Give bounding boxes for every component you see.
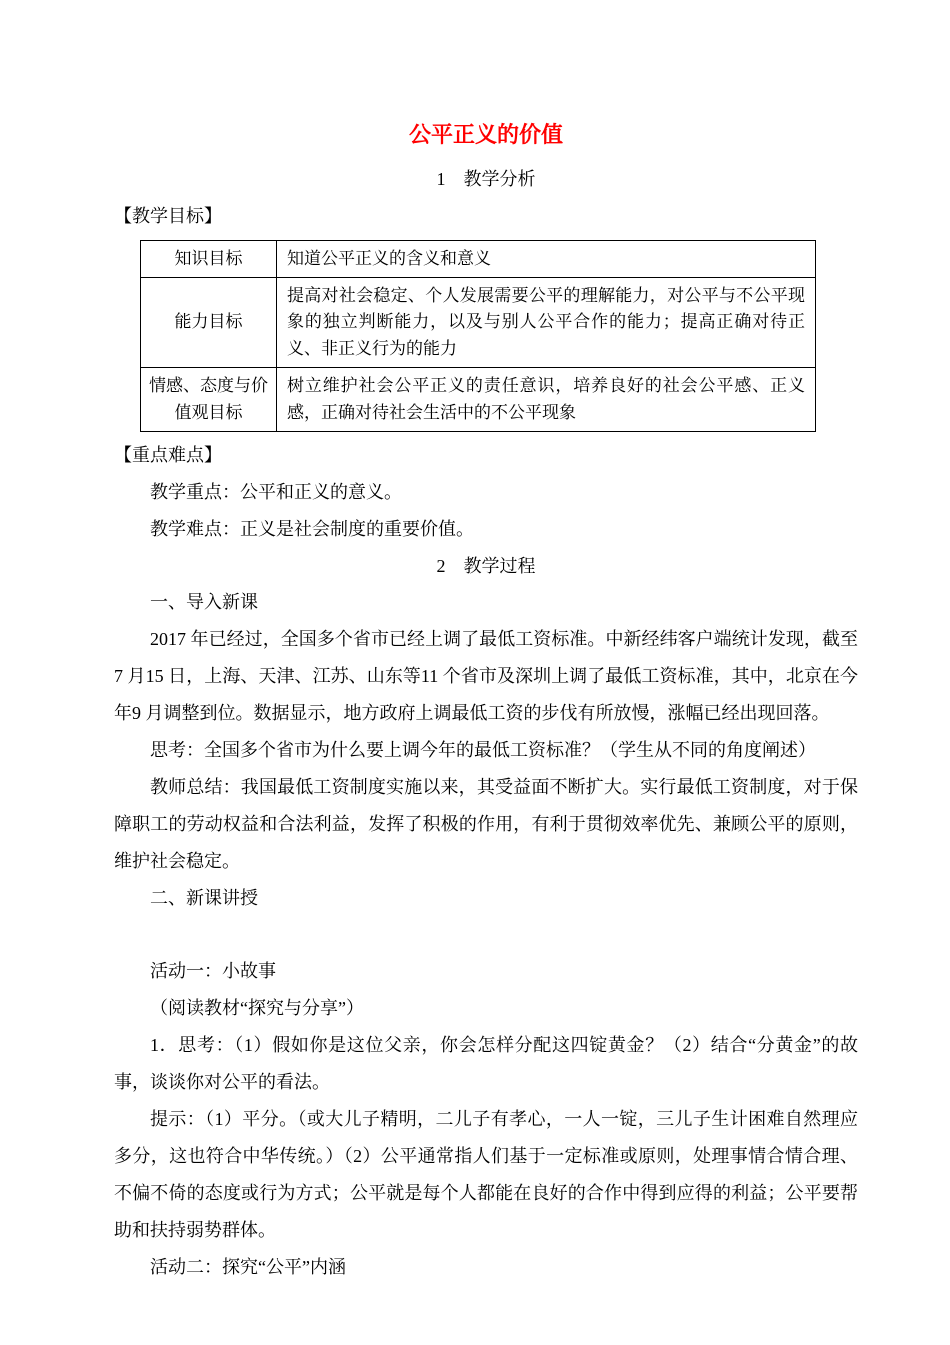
objective-label-emotion: 情感、态度与价值观目标 [141,368,277,432]
objective-label-knowledge: 知识目标 [141,240,277,277]
keypoints-heading: 【重点难点】 [114,444,222,465]
objectives-table [140,240,816,432]
activity-two-heading: 活动二：探究“公平”内涵 [150,1256,346,1277]
teaching-difficulty: 教学难点：正义是社会制度的重要价值。 [150,518,474,539]
table-row-knowledge-objective [141,240,816,277]
objective-content-ability: 提高对社会稳定、个人发展需要公平的理解能力，对公平与不公平现象的独立判断能力，以及与别人公平合作的能力；提高正确对待正义、非正义行为的能力 [277,278,816,368]
table-row-emotion-objective [141,368,816,432]
intro-lesson-heading: 一、导入新课 [150,592,258,613]
new-lesson-heading: 二、新课讲授 [150,887,258,908]
objective-content-emotion: 树立维护社会公平正义的责任意识，培养良好的社会公平感、正义感，正确对待社会生活中的不公平现象 [277,368,816,432]
objectives-heading: 【教学目标】 [114,205,222,226]
document-title: 公平正义的价值 [408,122,563,147]
objective-content-knowledge: 知道公平正义的含义和意义 [277,240,816,277]
table-row-ability-objective [141,278,816,368]
objective-label-ability: 能力目标 [141,278,277,368]
section-heading-teaching-analysis: 1 教学分析 [436,169,536,189]
intro-lesson-paragraph: 2017 年已经过，全国多个省市已经上调了最低工资标准。中新经纬客户端统计发现，截至7 月15 日，上海、天津、江苏、山东等11 个省市及深圳上调了最低工资标准，其中，北京在今年9 月调整到位。数据显示，地方政府上调最低工资的步伐有所放慢，涨幅已经出现回落。 [114,629,858,724]
hint-paragraph: 提示：（1）平分。（或大儿子精明，二儿子有孝心，一人一锭，三儿子生计困难自然理应多分，这也符合中华传统。）（2）公平通常指人们基于一定标准或原则，处理事情合情合理、不偏不倚的态度或行为方式；公平就是每个人都能在良好的合作中得到应得的利益；公平要帮助和扶持弱势群体。 [114,1108,858,1240]
reading-note-paragraph: （阅读教材“探究与分享”） [150,998,364,1019]
teacher-summary-paragraph: 教师总结：我国最低工资制度实施以来，其受益面不断扩大。实行最低工资制度，对于保障职工的劳动权益和合法利益，发挥了积极的作用，有利于贯彻效率优先、兼顾公平的原则，维护社会稳定。 [114,776,858,871]
section-heading-teaching-process: 2 教学过程 [436,555,536,576]
think-question-paragraph: 思考：全国多个省市为什么要上调今年的最低工资标准？（学生从不同的角度阐述） [150,739,816,760]
teaching-key-point: 教学重点：公平和正义的意义。 [150,481,402,502]
question-one-paragraph: 1．思考：（1）假如你是这位父亲，你会怎样分配这四锭黄金？（2）结合“分黄金”的故事，谈谈你对公平的看法。 [114,1035,858,1093]
activity-one-heading: 活动一：小故事 [150,961,276,982]
